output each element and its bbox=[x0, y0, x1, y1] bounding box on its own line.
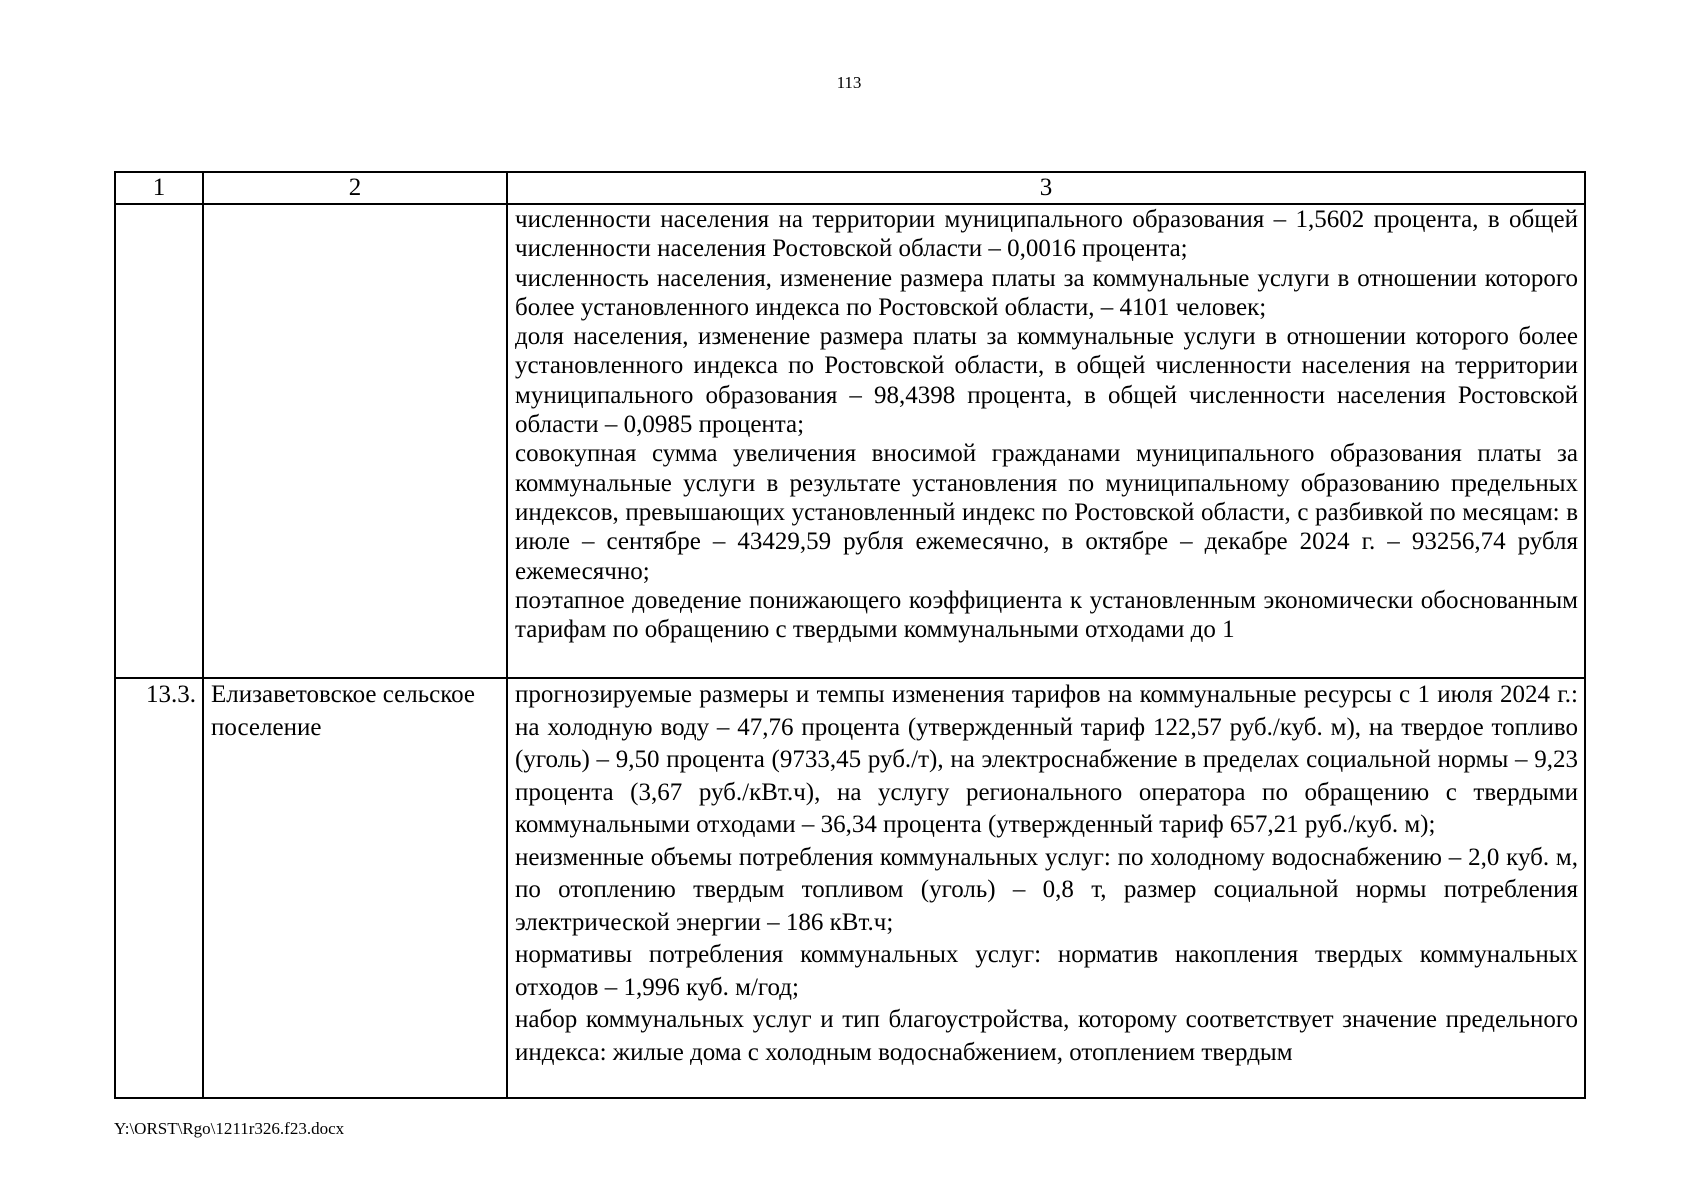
text-paragraph: набор коммунальных услуг и тип благоустройства, которому соответствует значение предельного индекса: жилые дома с холодным водоснабжением, отоплением твердым bbox=[515, 1006, 1578, 1066]
text-paragraph: численности населения на территории муниципального образования – 1,5602 процента, в общей численности населения Ростовской области – 0,0016 процента; bbox=[515, 206, 1578, 263]
text-paragraph: неизменные объемы потребления коммунальных услуг: по холодному водоснабжению – 2,0 куб. м, по отоплению твердым топливом (уголь) – 0,8 т, размер социальной нормы потребления электрической энергии – 186 кВт.ч; bbox=[515, 843, 1578, 936]
text-paragraph: нормативы потребления коммунальных услуг: норматив накопления твердых коммунальных отходов – 1,996 куб. м/год; bbox=[515, 941, 1578, 1001]
row-text-cell bbox=[507, 204, 1585, 678]
file-path-footer: Y:\ORST\Rgo\1211r326.f23.docx bbox=[114, 1119, 345, 1138]
column-header-1: 1 bbox=[115, 172, 203, 204]
column-header-2: 2 bbox=[203, 172, 507, 204]
table-row bbox=[115, 204, 1585, 678]
table-row bbox=[115, 678, 1585, 1098]
table-header-row bbox=[115, 172, 1585, 204]
row-text-cell bbox=[507, 678, 1585, 1098]
column-header-3: 3 bbox=[507, 172, 1585, 204]
text-paragraph: поэтапное доведение понижающего коэффициента к установленным экономически обоснованным тарифам по обращению с твердыми коммунальными отходами до 1 bbox=[515, 586, 1578, 644]
row-number-cell bbox=[115, 204, 203, 678]
text-paragraph: численность населения, изменение размера платы за коммунальные услуги в отношении которого более установленного индекса по Ростовской области, – 4101 человек; bbox=[515, 264, 1578, 321]
text-paragraph: доля населения, изменение размера платы за коммунальные услуги в отношении которого более установленного индекса по Ростовской области, в общей численности населения на территории муниципального образования – 98,4398 процента, в общей численности населения Ростовской области – 0,0985 процента; bbox=[515, 323, 1578, 439]
text-paragraph: совокупная сумма увеличения вносимой гражданами муниципального образования платы за коммунальные услуги в результате установления по муниципальному образованию предельных индексов, превышающих установленный индекс по Ростовской области, с разбивкой по месяцам: в июле – сентябре – 43429,59 рубля ежемесячно, в октябре – декабре 2024 г. – 93256,74 рубля ежемесячно; bbox=[515, 440, 1578, 585]
text-paragraph: прогнозируемые размеры и темпы изменения тарифов на коммунальные ресурсы с 1 июля 2024 г.: на холодную воду – 47,76 процента (утвержденный тариф 122,57 руб./куб. м), на твердое топливо (уголь) – 9,50 процента (9733,45 руб./т), на электроснабжение в пределах социальной нормы – 9,23 процента (3,67 руб./кВт.ч), на услугу регионального оператора по обращению с твердыми коммунальными отходами – 36,34 процента (утвержденный тариф 657,21 руб./куб. м); bbox=[515, 681, 1578, 838]
page-number: 113 bbox=[836, 73, 862, 92]
row-number-cell: 13.3. bbox=[115, 678, 203, 1098]
row-name-cell: Елизаветовское сельское поселение bbox=[203, 678, 507, 1098]
data-table bbox=[114, 171, 1586, 1099]
row-name-cell bbox=[203, 204, 507, 678]
